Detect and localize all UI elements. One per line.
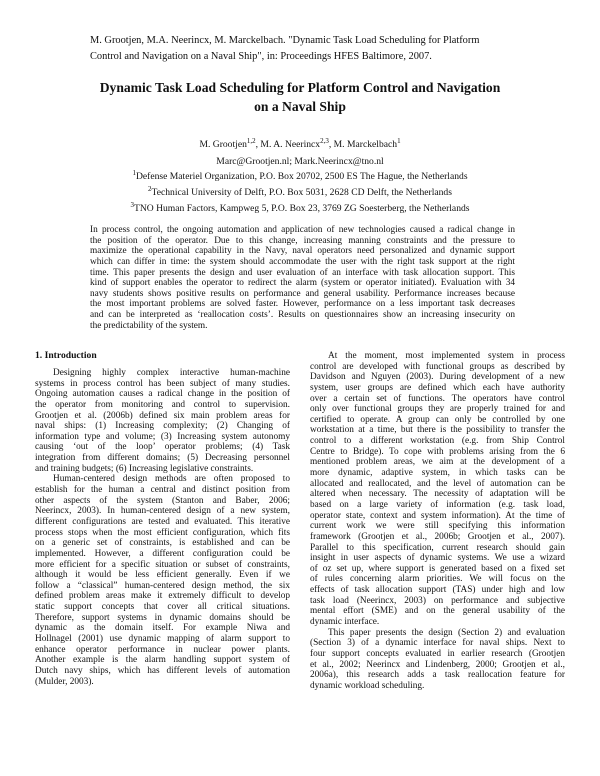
text-line: kind of support enables the operator to redirect the alarm (system or operator initiated). Evaluation with 34	[90, 278, 515, 289]
affiliation-text: Technical University of Delft, P.O. Box 5031, 2628 CD Delft, the Netherlands	[151, 187, 452, 198]
citation	[90, 33, 530, 65]
left-column	[35, 368, 290, 687]
text-line: Designing highly complex interactive human-machine	[53, 368, 290, 378]
affiliation-text: Defense Materiel Organization, P.O. Box 20702, 2500 ES The Hague, the Netherlands	[135, 171, 468, 182]
text-line: four support concepts evaluated in earlier research (Grootjen	[310, 648, 565, 659]
text-line: static support concepts that cover all critical situations.	[35, 602, 290, 613]
text-line: more dynamic, adaptive system, in which tasks can be	[310, 468, 565, 479]
affiliation	[0, 203, 600, 214]
section-heading: 1. Introduction	[35, 350, 97, 361]
author-affiliation-number: 1,2	[246, 137, 256, 145]
text-line: dynamic as the domain itself. For example Niwa and	[35, 623, 290, 634]
text-line: Another example is the alarm handling support system of	[35, 655, 290, 666]
paper-title	[0, 78, 600, 116]
text-line: navy students shows positive results on performance and general usability. Performance increases because	[90, 288, 515, 299]
text-line: control are developed with functional groups as described by	[310, 361, 565, 372]
text-line: In process control, the ongoing automation and application of new technologies caused a radical change in	[90, 225, 515, 235]
text-line: dynamic interface.	[310, 617, 380, 628]
text-line: Davidson and Nguyen (2003). During development of a new	[310, 372, 565, 383]
text-line: the operator from monitoring and control to supervision.	[35, 399, 290, 410]
text-line: 2006a), this research adds a task reallocation feature for	[310, 670, 565, 681]
affiliation-text: TNO Human Factors, Kampweg 5, P.O. Box 23, 3769 ZG Soesterberg, the Netherlands	[133, 203, 470, 214]
text-line: Ongoing automation causes a radical change in the position of	[35, 389, 290, 400]
text-line: enhance operator performance in nuclear power plants.	[35, 644, 290, 655]
abstract	[90, 225, 515, 331]
text-line: and can be interpreted as ‘reallocation costs’. Results on questionnaires show an increasing insecurity on	[90, 310, 515, 321]
affiliation	[0, 171, 600, 182]
text-line: process stops when the most efficient configuration, which fits	[35, 527, 290, 538]
affiliation-number: 2	[148, 185, 152, 193]
text-line: Human-centered design methods are often proposed to	[53, 474, 290, 485]
text-line: only over functional groups they are properly trained for and	[310, 404, 565, 415]
text-line: implemented. However, a different configuration could be	[35, 548, 290, 559]
text-line: of rules concerning alarm priorities. We will focus on the	[310, 574, 565, 585]
text-line: Neerincx, 2003). In human-centered design of a new system,	[35, 506, 290, 517]
text-line: the most important problems are solved faster. However, performance on a less important task decreases	[90, 299, 515, 310]
text-line: (Mulder, 2003).	[35, 676, 94, 687]
text-line: allocated and reallocated, and the level of automation can be	[310, 478, 565, 489]
author-affiliation-number: 1	[397, 137, 401, 145]
text-line: integration from different domains; (5) Decreasing personnel	[35, 453, 290, 464]
citation-line: M. Grootjen, M.A. Neerincx, M. Marckelbach. "Dynamic Task Load Scheduling for Platform	[90, 35, 480, 46]
affiliation-number: 3	[130, 201, 134, 209]
text-line: which can differ in time: the system should accommodate the user with the right task support at the right	[90, 256, 515, 267]
text-line: et al., 2002; Neerincx and Lindenberg, 2000; Grootjen et al.,	[310, 659, 565, 670]
text-line: effects of task allocation support (TAS) under high and low	[310, 585, 565, 596]
text-line: task load (Neerincx, 2003) on performance and subjective	[310, 595, 565, 606]
text-line: operator state, context and system information). At the time of	[310, 510, 565, 521]
paragraph	[35, 474, 290, 687]
text-line: Dutch navy ships, which has different levels of automation	[35, 665, 290, 676]
text-line: causing ‘out of the loop’ operator problems; (4) Task	[35, 442, 290, 453]
text-line: current work we were still specifying this information	[310, 521, 565, 532]
text-line: different configurations are tested and evaluated. This iterative	[35, 516, 290, 527]
paragraph	[310, 628, 565, 692]
citation-line: Control and Navigation on a Naval Ship", in: Proceedings HFES Baltimore, 2007.	[90, 51, 432, 62]
paragraph	[90, 225, 515, 331]
text-line: systems in process control has been subject of many studies.	[35, 378, 290, 389]
text-line: of oz set up, where support is generated based on a fixed set	[310, 563, 565, 574]
text-line: At the moment, most implemented system in process	[328, 351, 565, 361]
author-affiliation-number: 2,3	[320, 137, 329, 145]
author-name: M. Grootjen	[199, 139, 247, 150]
text-line: Parallel to this specification, current research should gain	[310, 542, 565, 553]
text-line: altered when necessary. The necessity of adaptation will be	[310, 489, 565, 500]
text-line: establish for the human a central and distinct position from	[35, 485, 290, 496]
text-line: control to a different workstation (e.g. from Ship Control	[310, 436, 565, 447]
author-list	[0, 139, 600, 150]
text-line: more efficient for a specific situation or subset of constraints,	[35, 559, 290, 570]
text-line: based on a large variety of information (e.g. task load,	[310, 499, 565, 510]
text-line: (Section 3) of a dynamic interface for naval ships. Next to	[310, 638, 565, 649]
text-line: This paper presents the design (Section 2) and evaluation	[328, 627, 565, 638]
text-line: Centre to Bridge). To cope with problems arising from the 6	[310, 446, 565, 457]
text-line: time. This paper presents the design and user evaluation of an interface with task allocation support. This	[90, 267, 515, 278]
text-line: workstation at a time, but there is the possibility to transfer the	[310, 425, 565, 436]
text-line: although it would be less efficient generally. Even if we	[35, 570, 290, 581]
text-line: insight in user aspects of dynamic systems. We use a wizard	[310, 553, 565, 564]
affiliation-number: 1	[132, 169, 136, 177]
text-line: Grootjen et al. (2006b) defined six main problem areas for	[35, 410, 290, 421]
text-line: mentioned problem areas, we aim at the development of a	[310, 457, 565, 468]
text-line: on a generic set of constraints, is established and can be	[35, 538, 290, 549]
text-line: dynamic workload scheduling.	[310, 680, 425, 691]
text-line: the predictability of the system.	[90, 320, 208, 331]
title-line: on a Naval Ship	[254, 99, 346, 114]
text-line: Hollnagel (2001) use dynamic mapping of alarm support to	[35, 634, 290, 645]
text-line: defined problem areas make it extremely difficult to develop	[35, 591, 290, 602]
text-line: certified to operate. A group can only be controlled by one	[310, 414, 565, 425]
text-line: framework (Grootjen et al., 2006b; Grootjen et al., 2007).	[310, 531, 565, 542]
text-line: maximize the operational capability in the Navy, naval operators need personalized and dynamic support	[90, 246, 515, 257]
author-name: , M. Marckelbach	[328, 139, 398, 150]
text-line: and training budgets; (6) Increasing legislative constraints.	[35, 463, 254, 474]
author-emails: Marc@Grootjen.nl; Mark.Neerincx@tno.nl	[216, 156, 384, 167]
author-name: , M. A. Neerincx	[255, 139, 321, 150]
title-line: Dynamic Task Load Scheduling for Platform Control and Navigation	[99, 80, 501, 95]
text-line: follow a “classical” human-centered design method, the six	[35, 580, 290, 591]
text-line: information type and volume; (3) Increasing system autonomy	[35, 431, 290, 442]
text-line: over a certain set of functions. The operators have control	[310, 393, 565, 404]
text-line: naval ships: (1) Increasing complexity; (2) Changing of	[35, 421, 290, 432]
text-line: other aspects of the system (Stanton and Baber, 2006;	[35, 495, 290, 506]
text-line: Therefore, support systems in dynamic domains should be	[35, 612, 290, 623]
text-line: mental effort (SME) and on the general usability of the	[310, 606, 565, 617]
text-line: the position of the operator. Due to this change, increasing manning constraints and the pressure to	[90, 235, 515, 246]
affiliation	[0, 187, 600, 198]
right-column	[310, 351, 565, 692]
paragraph	[35, 368, 290, 474]
paragraph	[310, 351, 565, 628]
text-line: system, user groups are defined which each have authority	[310, 382, 565, 393]
